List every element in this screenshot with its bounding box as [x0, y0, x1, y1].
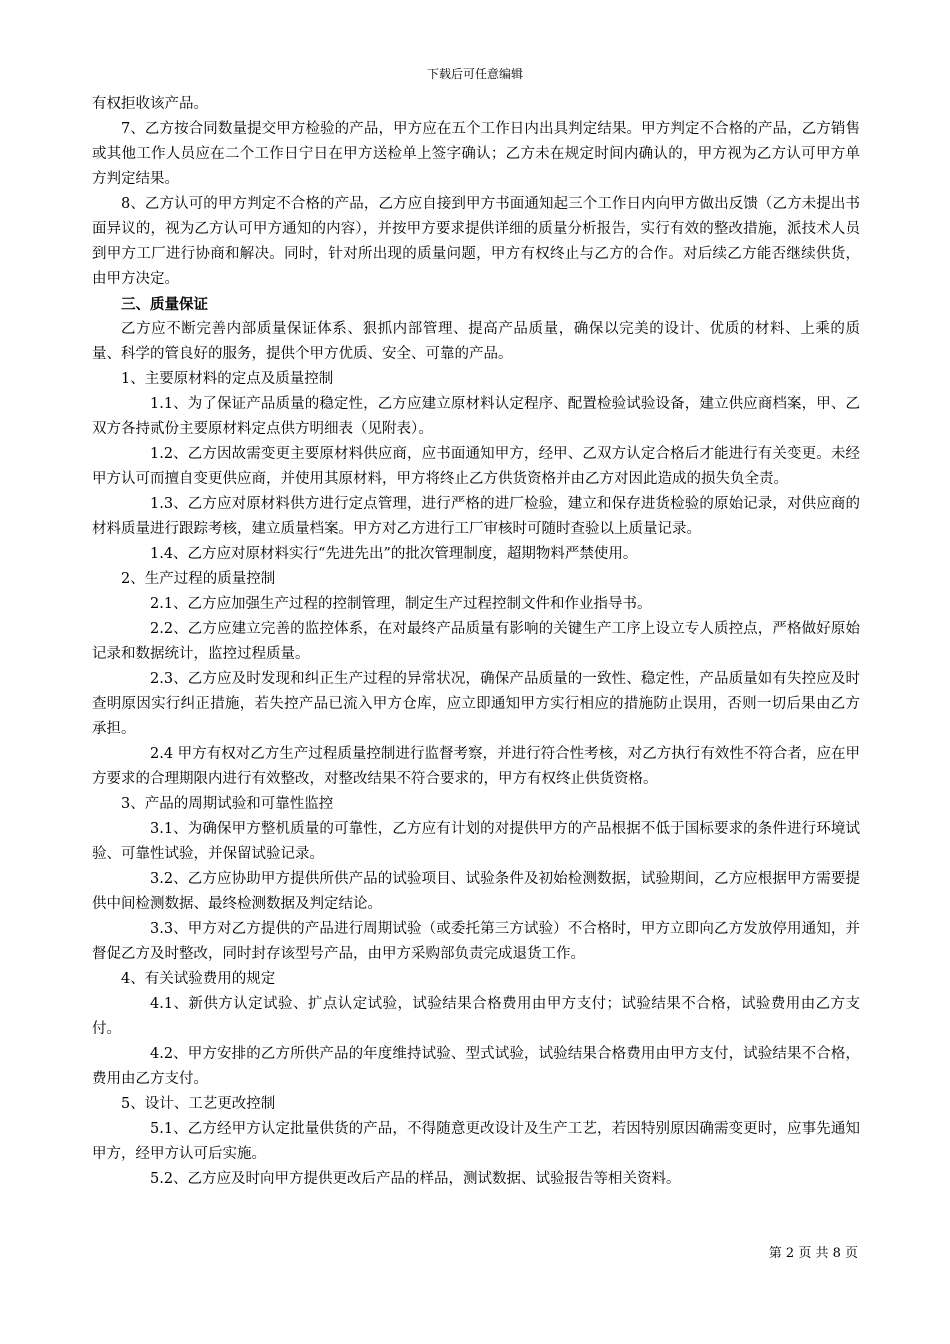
subsection-heading: 2、生产过程的质量控制: [121, 571, 276, 587]
paragraph: 8、乙方认可的甲方判定不合格的产品，乙方应自接到甲方书面通知起三个工作日内向甲方做出反馈（乙方未提出书面异议的，视为乙方认可甲方通知的内容），并按甲方要求提供详细的质量分析报告，实行有效的整改措施，派技术人员到甲方工厂进行协商和解决。同时，针对所出现的质量问题，甲方有权终止与乙方的合作。对后续乙方能否继续供货，由甲方决定。: [92, 196, 860, 287]
clause: 2.1、乙方应加强生产过程的控制管理，制定生产过程控制文件和作业指导书。: [150, 596, 652, 612]
paragraph: 7、乙方按合同数量提交甲方检验的产品，甲方应在五个工作日内出具判定结果。甲方判定不合格的产品，乙方销售或其他工作人员应在二个工作日宁日在甲方送检单上签字确认；乙方未在规定时间内确认的，甲方视为乙方认可甲方单方判定结果。: [92, 121, 860, 187]
clause: 2.4 甲方有权对乙方生产过程质量控制进行监督考察，并进行符合性考核，对乙方执行有效性不符合者，应在甲方要求的合理期限内进行有效整改，对整改结果不符合要求的，甲方有权终止供货资格。: [92, 746, 860, 787]
document-body: [92, 92, 860, 1192]
clause: 5.1、乙方经甲方认定批量供货的产品，不得随意更改设计及生产工艺，若因特别原因确需变更时，应事先通知甲方，经甲方认可后实施。: [92, 1121, 860, 1162]
page-header: 下载后可任意编辑: [426, 67, 523, 81]
clause: 3.3、甲方对乙方提供的产品进行周期试验（或委托第三方试验）不合格时，甲方立即向乙方发放停用通知，并督促乙方及时整改，同时封存该型号产品，由甲方采购部负责完成退货工作。: [92, 921, 860, 962]
clause: 1.4、乙方应对原材料实行“先进先出”的批次管理制度，超期物料严禁使用。: [150, 546, 638, 562]
paragraph: 乙方应不断完善内部质量保证体系、狠抓内部管理、提高产品质量，确保以完美的设计、优质的材料、上乘的质量、科学的管良好的服务，提供个甲方优质、安全、可靠的产品。: [92, 321, 860, 362]
clause: 3.1、为确保甲方整机质量的可靠性，乙方应有计划的对提供甲方的产品根据不低于国标要求的条件进行环境试验、可靠性试验，并保留试验记录。: [92, 821, 860, 862]
subsection-heading: 4、有关试验费用的规定: [121, 971, 276, 987]
clause: 4.2、甲方安排的乙方所供产品的年度维持试验、型式试验，试验结果合格费用由甲方支付，试验结果不合格，费用由乙方支付。: [92, 1046, 860, 1087]
clause: 1.1、为了保证产品质量的稳定性，乙方应建立原材料认定程序、配置检验试验设备，建立供应商档案，甲、乙双方各持贰份主要原材料定点供方明细表（见附表）。: [92, 396, 860, 437]
page-number: 第 2 页 共 8 页: [768, 1246, 858, 1261]
clause: 1.3、乙方应对原材料供方进行定点管理，进行严格的进厂检验，建立和保存进货检验的原始记录，对供应商的材料质量进行跟踪考核，建立质量档案。甲方对乙方进行工厂审核时可随时查验以上质量记录。: [92, 496, 860, 537]
clause: 2.3、乙方应及时发现和纠正生产过程的异常状况，确保产品质量的一致性、稳定性，产品质量如有失控应及时查明原因实行纠正措施，若失控产品已流入甲方仓库，应立即通知甲方实行相应的措施防止误用，否则一切后果由乙方承担。: [92, 671, 860, 737]
paragraph: 有权拒收该产品。: [92, 96, 208, 112]
clause: 4.1、新供方认定试验、扩点认定试验，试验结果合格费用由甲方支付；试验结果不合格，试验费用由乙方支付。: [92, 996, 860, 1037]
subsection-heading: 3、产品的周期试验和可靠性监控: [121, 796, 334, 812]
clause: 1.2、乙方因故需变更主要原材料供应商，应书面通知甲方，经甲、乙双方认定合格后才能进行有关变更。未经甲方认可而擅自变更供应商，并使用其原材料，甲方将终止乙方供货资格并由乙方对因此造成的损失负全责。: [92, 446, 860, 487]
subsection-heading: 1、主要原材料的定点及质量控制: [121, 371, 334, 387]
clause: 5.2、乙方应及时向甲方提供更改后产品的样品，测试数据、试验报告等相关资料。: [150, 1171, 681, 1187]
clause: 3.2、乙方应协助甲方提供所供产品的试验项目、试验条件及初始检测数据，试验期间，乙方应根据甲方需要提供中间检测数据、最终检测数据及判定结论。: [92, 871, 860, 912]
subsection-heading: 5、设计、工艺更改控制: [121, 1096, 276, 1112]
clause: 2.2、乙方应建立完善的监控体系，在对最终产品质量有影响的关键生产工序上设立专人质控点，严格做好原始记录和数据统计，监控过程质量。: [92, 621, 860, 662]
section-heading: 三、质量保证: [121, 296, 208, 313]
